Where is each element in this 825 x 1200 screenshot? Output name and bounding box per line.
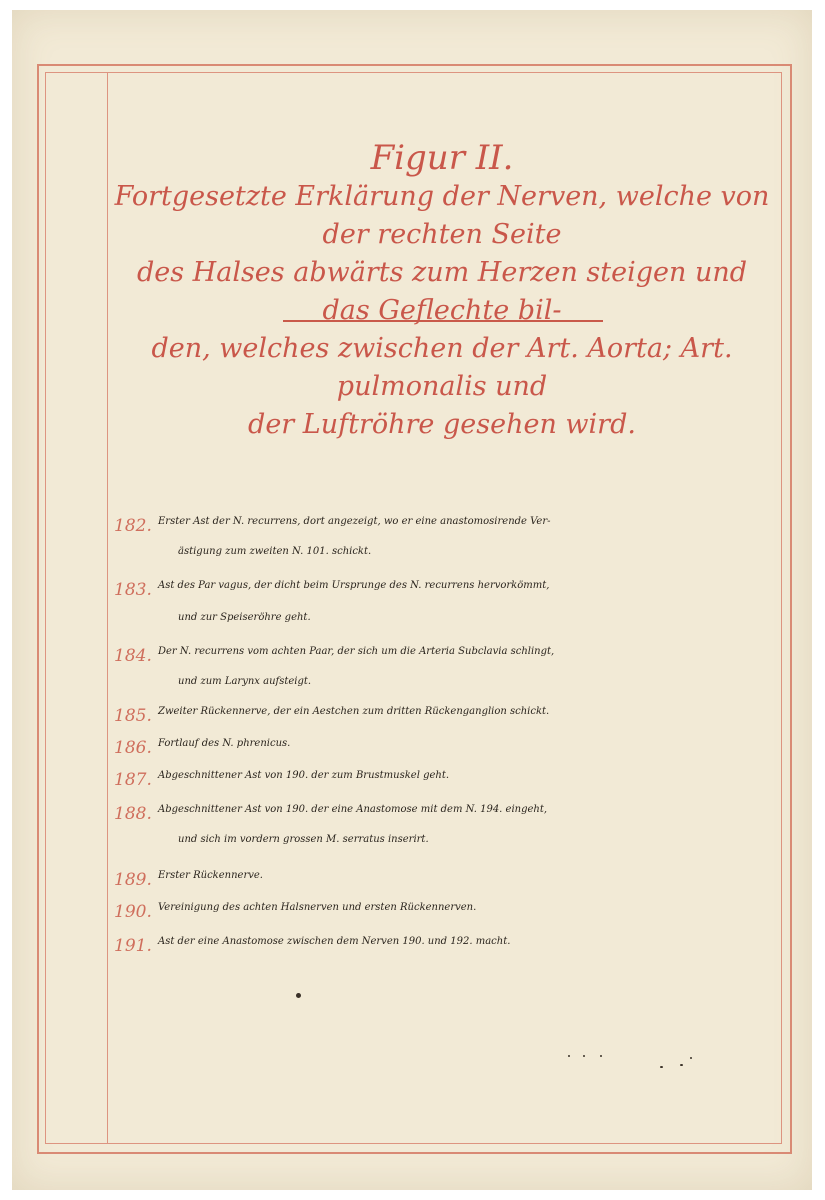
entry-number: 187. [114,770,152,790]
entry-text-continuation: und sich im vordern grossen M. serratus inserirt. [178,834,429,845]
entry-text: Ast des Par vagus, der dicht beim Ursprunge des N. recurrens hervorkömmt, [158,580,550,591]
entry-text: Vereinigung des achten Halsnerven und ersten Rückennerven. [158,902,477,913]
entry-number: 183. [114,580,152,600]
ink-spot [583,1055,585,1057]
ink-spot [568,1055,570,1057]
entry-number: 186. [114,738,152,758]
subtitle-line: Fortgesetzte Erklärung der Nerven, welche von der rechten Seite [114,181,770,250]
entry-text: Erster Rückennerve. [158,870,263,881]
entry-number: 189. [114,870,152,890]
subtitle-line: den, welches zwischen der Art. Aorta; Art. pulmonalis und [151,333,733,402]
entry-text: Abgeschnittener Ast von 190. der zum Brustmuskel geht. [158,770,450,781]
entry-text: Ast der eine Anastomose zwischen dem Nerven 190. und 192. macht. [158,936,511,947]
entry-text-continuation: ästigung zum zweiten N. 101. schickt. [178,546,372,557]
entry-text: Erster Ast der N. recurrens, dort angezeigt, wo er eine anastomosirende Ver- [158,516,551,527]
ink-spot [680,1064,683,1066]
ink-spot [296,993,301,998]
figure-title: Figur II. [370,138,514,178]
entry-text-continuation: und zum Larynx aufsteigt. [178,676,312,687]
entry-number: 191. [114,936,152,956]
entry-number: 188. [114,804,152,824]
entry-number: 190. [114,902,152,922]
entry-text-continuation: und zur Speiseröhre geht. [178,612,311,623]
entry-text: Abgeschnittener Ast von 190. der eine Anastomose mit dem N. 194. eingeht, [158,804,548,815]
ink-spot [690,1057,692,1059]
entry-text: Der N. recurrens vom achten Paar, der sich um die Arteria Subclavia schlingt, [158,646,555,657]
subtitle-line: der Luftröhre gesehen wird. [248,409,636,440]
ink-spot [600,1055,602,1057]
ink-spot [660,1066,663,1068]
entry-number: 184. [114,646,152,666]
entry-number: 185. [114,706,152,726]
entry-number: 182. [114,516,152,536]
entry-text: Zweiter Rückennerve, der ein Aestchen zum dritten Rückenganglion schickt. [158,706,550,717]
entry-text: Fortlauf des N. phrenicus. [158,738,291,749]
subtitle-line: des Halses abwärts zum Herzen steigen und das Geflechte bil- [136,257,748,326]
